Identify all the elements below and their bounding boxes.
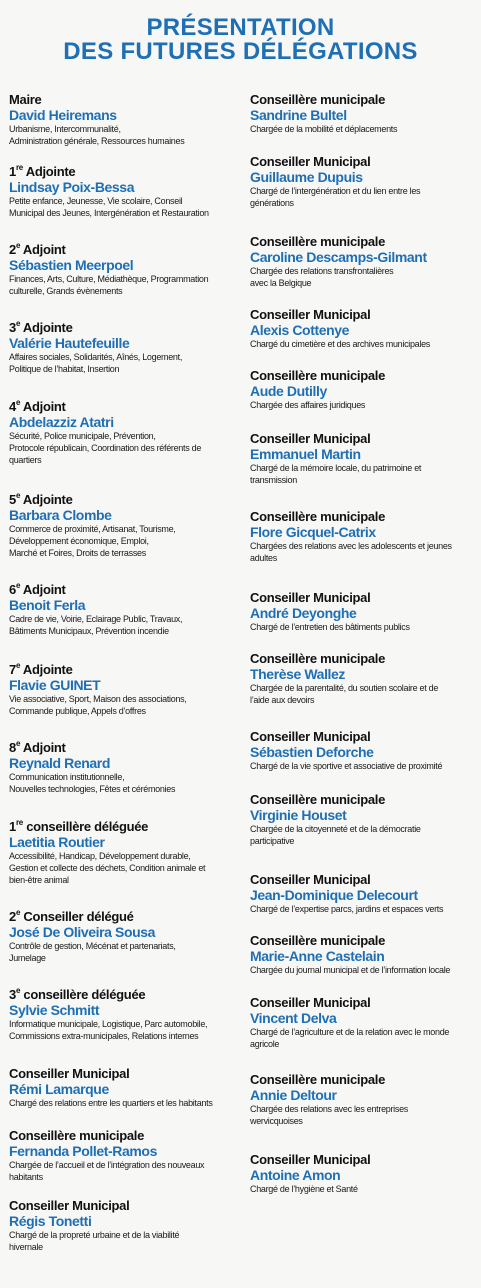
role-title — [9, 582, 241, 597]
description-line: Chargé de la vie sportive et associative de proximité — [250, 761, 443, 771]
role-title — [9, 1128, 241, 1143]
role-rank-suffix: e — [15, 490, 21, 500]
description-line: adultes — [250, 553, 277, 563]
person-name: Reynald Renard — [9, 755, 110, 771]
description-line: Communication institutionnelle, — [9, 772, 125, 782]
role-title — [9, 1066, 241, 1081]
description-line: Vie associative, Sport, Maison des associations, — [9, 694, 187, 704]
delegation-entry — [9, 320, 241, 375]
person-name: Benoit Ferla — [9, 597, 86, 613]
delegation-entry — [250, 792, 476, 847]
delegation-description — [250, 1103, 476, 1127]
description-line: Chargée de l’accueil et de l’intégration des nouveaux — [9, 1160, 205, 1170]
person-name: José De Oliveira Sousa — [9, 924, 156, 940]
role-rank: 3 — [9, 320, 16, 335]
delegation-description — [250, 462, 476, 486]
role-title — [250, 509, 476, 524]
description-line: Chargé de l’intergénération et du lien entre les — [250, 186, 421, 196]
delegation-description — [250, 540, 476, 564]
role-title — [9, 164, 241, 179]
description-line: Sécurité, Police municipale, Prévention, — [9, 431, 156, 441]
description-line: Commissions extra-municipales, Relations internes — [9, 1031, 199, 1041]
person-name: Flore Gicquel-Catrix — [250, 524, 376, 540]
role-rank-suffix: re — [15, 817, 23, 827]
role-label: Conseillère municipale — [250, 368, 386, 383]
delegation-entry — [250, 933, 476, 976]
role-label: Conseillère municipale — [250, 1072, 386, 1087]
delegation-entry — [250, 368, 476, 411]
delegation-description — [250, 903, 476, 915]
role-label: Conseiller délégué — [20, 909, 134, 924]
description-line: Chargé des relations entre les quartiers et les habitants — [9, 1098, 213, 1108]
person-name: Therèse Wallez — [250, 666, 346, 682]
delegation-description — [9, 1159, 241, 1183]
delegation-description — [9, 771, 241, 795]
role-label: Conseiller Municipal — [250, 1152, 371, 1167]
role-label: Conseiller Municipal — [250, 307, 371, 322]
person-name: Sylvie Schmitt — [9, 1002, 100, 1018]
delegation-description — [250, 760, 476, 772]
role-rank-suffix: e — [15, 240, 21, 250]
delegation-description — [250, 964, 476, 976]
person-name: Fernanda Pollet-Ramos — [9, 1143, 157, 1159]
person-name: David Heiremans — [9, 107, 117, 123]
role-title — [9, 1198, 241, 1213]
role-rank-suffix: re — [15, 162, 23, 172]
title-line-2: DES FUTURES DÉLÉGATIONS — [63, 38, 418, 65]
description-line: l’aide aux devoirs — [250, 695, 315, 705]
delegation-entry — [250, 872, 476, 915]
description-line: Contrôle de gestion, Mécénat et partenariats, — [9, 941, 176, 951]
delegation-description — [250, 265, 476, 289]
description-line: Chargé de la mémoire locale, du patrimoine et — [250, 463, 422, 473]
delegation-description — [250, 1183, 476, 1195]
description-line: Chargée des relations transfrontalières — [250, 266, 394, 276]
role-rank: 4 — [9, 399, 16, 414]
description-line: Commerce de proximité, Artisanat, Tourisme, — [9, 524, 176, 534]
description-line: Chargée de la mobilité et déplacements — [250, 124, 398, 134]
role-rank: 2 — [9, 242, 16, 257]
delegation-description — [250, 1026, 476, 1050]
role-rank-suffix: e — [15, 907, 21, 917]
person-name: Barbara Clombe — [9, 507, 112, 523]
role-label: Adjointe — [20, 320, 73, 335]
description-line: Chargée du journal municipal et de l’information locale — [250, 965, 451, 975]
delegation-description — [9, 123, 241, 147]
description-line: Urbanisme, Intercommunalité, — [9, 124, 121, 134]
delegation-entry — [250, 154, 476, 209]
description-line: Gestion et collecte des déchets, Condition animale et — [9, 863, 206, 873]
role-rank: 3 — [9, 987, 16, 1002]
role-label: Conseillère municipale — [250, 933, 386, 948]
description-line: Affaires sociales, Solidarités, Aînés, Logement, — [9, 352, 183, 362]
role-label: Conseiller Municipal — [250, 995, 371, 1010]
role-label: Conseillère municipale — [250, 92, 386, 107]
role-label: Conseiller Municipal — [250, 872, 371, 887]
description-line: Protocole républicain, Coordination des référents de — [9, 443, 202, 453]
role-rank-suffix: e — [15, 318, 21, 328]
role-label: conseillère déléguée — [22, 819, 149, 834]
delegation-description — [250, 823, 476, 847]
role-title — [250, 307, 476, 322]
person-name: Antoine Amon — [250, 1167, 341, 1183]
delegation-entry — [250, 431, 476, 486]
role-label: Adjointe — [20, 492, 73, 507]
delegation-description — [9, 613, 241, 637]
person-name: Emmanuel Martin — [250, 446, 361, 462]
role-label: Adjoint — [20, 242, 66, 257]
person-name: Régis Tonetti — [9, 1213, 92, 1229]
role-title — [9, 492, 241, 507]
role-label: Conseiller Municipal — [250, 154, 371, 169]
description-line: Nouvelles technologies, Fêtes et cérémonies — [9, 784, 176, 794]
delegation-entry — [250, 729, 476, 772]
description-line: Petite enfance, Jeunesse, Vie scolaire, Conseil — [9, 196, 183, 206]
person-name: Laetitia Routier — [9, 834, 105, 850]
delegation-entry — [9, 819, 241, 886]
person-name: Annie Deltour — [250, 1087, 337, 1103]
role-label: Conseiller Municipal — [250, 431, 371, 446]
delegation-description — [250, 399, 476, 411]
person-name: Sandrine Bultel — [250, 107, 347, 123]
role-label: Conseiller Municipal — [9, 1066, 130, 1081]
person-name: Vincent Delva — [250, 1010, 337, 1026]
role-title — [9, 399, 241, 414]
role-rank-suffix: e — [15, 580, 21, 590]
delegation-description — [9, 430, 241, 466]
delegation-description — [9, 195, 241, 219]
role-title — [250, 368, 476, 383]
description-line: Municipal des Jeunes, Intergénération et Restauration — [9, 208, 209, 218]
role-rank: 8 — [9, 740, 16, 755]
person-name: Abdelazziz Atatri — [9, 414, 114, 430]
delegation-entry — [250, 590, 476, 633]
delegation-entry — [9, 1198, 241, 1253]
delegation-description — [9, 693, 241, 717]
delegation-description — [9, 273, 241, 297]
role-title — [250, 590, 476, 605]
role-rank: 1 — [9, 164, 16, 179]
role-rank-suffix: e — [15, 660, 21, 670]
description-line: Accessibilité, Handicap, Développement durable, — [9, 851, 191, 861]
description-line: Chargées des relations avec les adolescents et jeunes — [250, 541, 452, 551]
person-name: Virginie Houset — [250, 807, 347, 823]
role-label: Adjoint — [20, 399, 66, 414]
role-title — [9, 242, 241, 257]
person-name: André Deyonghe — [250, 605, 357, 621]
role-rank: 5 — [9, 492, 16, 507]
role-label: Conseillère municipale — [250, 792, 386, 807]
page-title — [0, 16, 481, 64]
description-line: Chargé de l’agriculture et de la relation avec le monde — [250, 1027, 450, 1037]
description-line: transmission — [250, 475, 297, 485]
role-label: Maire — [9, 92, 42, 107]
delegation-description — [9, 1229, 241, 1253]
role-title — [250, 154, 476, 169]
role-title — [9, 662, 241, 677]
role-rank: 2 — [9, 909, 16, 924]
delegation-entry — [9, 92, 241, 147]
role-label: Conseillère municipale — [250, 509, 386, 524]
person-name: Sébastien Meerpoel — [9, 257, 134, 273]
person-name: Alexis Cottenye — [250, 322, 350, 338]
delegation-description — [9, 351, 241, 375]
description-line: quartiers — [9, 455, 42, 465]
person-name: Sébastien Deforche — [250, 744, 374, 760]
role-label: Conseillère municipale — [9, 1128, 145, 1143]
role-rank-suffix: e — [15, 985, 21, 995]
role-rank: 7 — [9, 662, 16, 677]
person-name: Jean-Dominique Delecourt — [250, 887, 418, 903]
description-line: Cadre de vie, Voirie, Eclairage Public, Travaux, — [9, 614, 183, 624]
role-title — [250, 872, 476, 887]
description-line: culturelle, Grands évènements — [9, 286, 123, 296]
description-line: Chargée de la citoyenneté et de la démocratie — [250, 824, 421, 834]
description-line: Politique de l’habitat, Insertion — [9, 364, 120, 374]
description-line: agricole — [250, 1039, 280, 1049]
description-line: Finances, Arts, Culture, Médiathèque, Programmation — [9, 274, 209, 284]
description-line: Jumelage — [9, 953, 46, 963]
role-title — [250, 995, 476, 1010]
role-label: Adjointe — [22, 164, 76, 179]
role-title — [250, 234, 476, 249]
role-title — [250, 792, 476, 807]
delegation-description — [9, 523, 241, 559]
delegation-entry — [9, 1066, 241, 1109]
delegation-description — [9, 1097, 241, 1109]
role-title — [250, 92, 476, 107]
delegation-description — [250, 185, 476, 209]
role-label: Adjoint — [20, 582, 66, 597]
role-label: Conseiller Municipal — [250, 729, 371, 744]
description-line: bien-être animal — [9, 875, 69, 885]
description-line: avec la Belgique — [250, 278, 312, 288]
role-rank-suffix: e — [15, 397, 21, 407]
description-line: Bâtiments Municipaux, Prévention incendie — [9, 626, 169, 636]
description-line: Chargé de la propreté urbaine et de la viabilité — [9, 1230, 180, 1240]
delegation-entry — [250, 92, 476, 135]
description-line: Marché et Foires, Droits de terrasses — [9, 548, 146, 558]
description-line: Chargé de l’expertise parcs, jardins et espaces verts — [250, 904, 444, 914]
delegation-entry — [9, 492, 241, 559]
role-label: Conseiller Municipal — [250, 590, 371, 605]
role-title — [250, 933, 476, 948]
description-line: Informatique municipale, Logistique, Parc automobile, — [9, 1019, 208, 1029]
role-rank: 6 — [9, 582, 16, 597]
delegation-entry — [250, 1072, 476, 1127]
delegation-entry — [9, 242, 241, 297]
description-line: Commande publique, Appels d’offres — [9, 706, 146, 716]
delegation-description — [250, 682, 476, 706]
delegation-entry — [250, 234, 476, 289]
role-label: Adjointe — [20, 662, 73, 677]
role-rank-suffix: e — [15, 738, 21, 748]
role-rank: 1 — [9, 819, 16, 834]
person-name: Lindsay Poix-Bessa — [9, 179, 135, 195]
person-name: Rémi Lamarque — [9, 1081, 109, 1097]
description-line: Chargé du cimetière et des archives municipales — [250, 339, 430, 349]
role-title — [9, 740, 241, 755]
delegation-entry — [250, 307, 476, 350]
delegation-description — [250, 621, 476, 633]
delegation-entry — [9, 1128, 241, 1183]
role-label: Conseillère municipale — [250, 651, 386, 666]
delegation-description — [9, 1018, 241, 1042]
description-line: Chargé de l’entretien des bâtiments publics — [250, 622, 410, 632]
delegation-entry — [9, 582, 241, 637]
role-title — [9, 987, 241, 1002]
delegation-entry — [9, 909, 241, 964]
role-title — [250, 651, 476, 666]
description-line: habitants — [9, 1172, 43, 1182]
title-line-1: PRÉSENTATION — [146, 14, 335, 41]
delegation-entry — [250, 651, 476, 706]
description-line: Chargé de l’hygiène et Santé — [250, 1184, 358, 1194]
description-line: Chargée des relations avec les entreprises — [250, 1104, 408, 1114]
description-line: Administration générale, Ressources humaines — [9, 136, 185, 146]
delegation-entry — [9, 399, 241, 466]
role-title — [9, 320, 241, 335]
delegation-description — [9, 940, 241, 964]
delegation-entry — [9, 662, 241, 717]
role-label: Adjoint — [20, 740, 66, 755]
role-label: Conseillère municipale — [250, 234, 386, 249]
delegation-entry — [9, 740, 241, 795]
description-line: participative — [250, 836, 295, 846]
delegation-description — [250, 338, 476, 350]
role-title — [9, 909, 241, 924]
person-name: Aude Dutilly — [250, 383, 327, 399]
person-name: Marie-Anne Castelain — [250, 948, 385, 964]
role-title — [9, 92, 241, 107]
description-line: Chargée de la parentalité, du soutien scolaire et de — [250, 683, 439, 693]
delegation-entry — [9, 987, 241, 1042]
role-label: conseillère déléguée — [20, 987, 146, 1002]
description-line: générations — [250, 198, 294, 208]
delegation-entry — [9, 164, 241, 219]
description-line: wervicquoises — [250, 1116, 303, 1126]
role-title — [250, 729, 476, 744]
person-name: Guillaume Dupuis — [250, 169, 363, 185]
role-label: Conseiller Municipal — [9, 1198, 130, 1213]
role-title — [250, 431, 476, 446]
person-name: Flavie GUINET — [9, 677, 101, 693]
delegation-description — [9, 850, 241, 886]
delegation-description — [250, 123, 476, 135]
person-name: Valérie Hautefeuille — [9, 335, 130, 351]
description-line: Développement économique, Emploi, — [9, 536, 149, 546]
description-line: Chargée des affaires juridiques — [250, 400, 366, 410]
delegation-entry — [250, 509, 476, 564]
role-title — [250, 1072, 476, 1087]
person-name: Caroline Descamps-Gilmant — [250, 249, 427, 265]
role-title — [9, 819, 241, 834]
delegation-entry — [250, 995, 476, 1050]
delegation-entry — [250, 1152, 476, 1195]
description-line: hivernale — [9, 1242, 43, 1252]
role-title — [250, 1152, 476, 1167]
